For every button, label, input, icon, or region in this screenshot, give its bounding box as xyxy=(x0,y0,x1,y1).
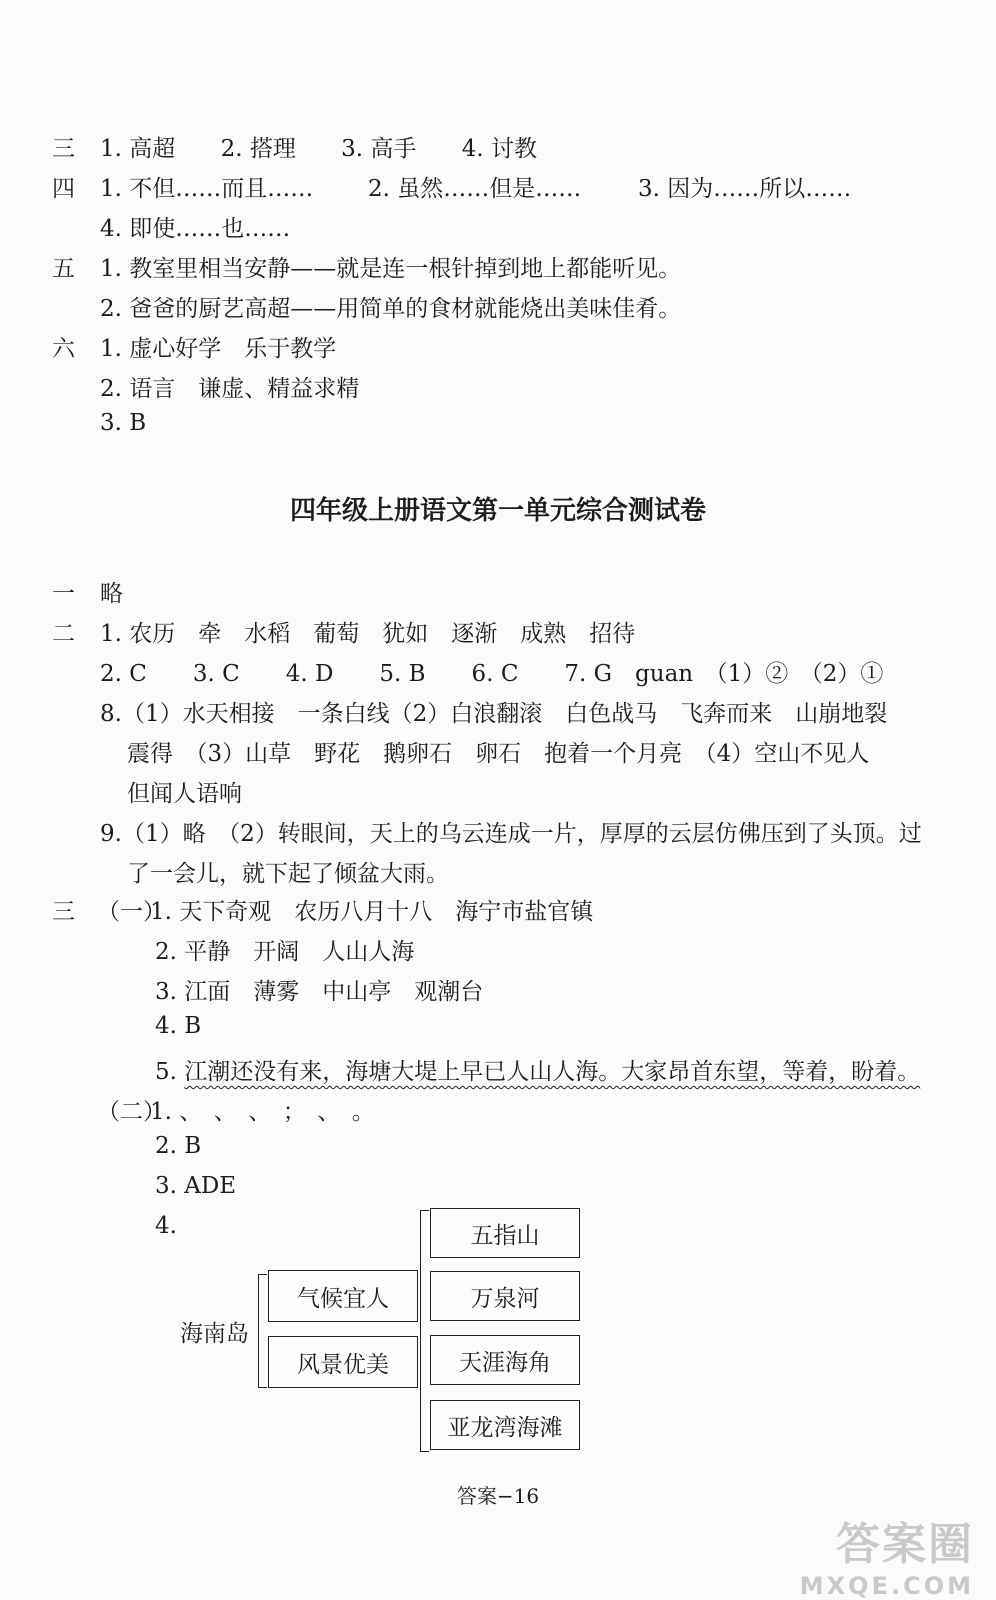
watermark-logo xyxy=(724,1514,974,1600)
p2-q8-line-3: 但闻人语响 xyxy=(127,781,242,807)
section-4-item-1: 1. 不但……而且…… xyxy=(100,176,314,202)
sub-1-q3: 3. 江面 薄雾 中山亭 观潮台 xyxy=(155,979,484,1005)
sub-1-q5-number: 5. xyxy=(155,1059,177,1085)
section-4-item-3: 3. 因为……所以…… xyxy=(638,176,852,202)
p2-section-2-line-1: 1. 农历 牵 水稻 葡萄 犹如 逐渐 成熟 招待 xyxy=(100,621,636,647)
answer-item: 4. 讨教 xyxy=(461,136,537,162)
section-4-item-4: 4. 即使……也…… xyxy=(100,216,291,242)
sub-1-q2: 2. 平静 开阔 人山人海 xyxy=(155,939,415,965)
p2-section-2-label: 二 xyxy=(52,621,75,647)
p2-section-1-text: 略 xyxy=(100,581,123,607)
p2-q9-line-1: 9.（1）略 （2）转眼间，天上的乌云连成一片，厚厚的云层仿佛压到了头顶。过 xyxy=(100,821,922,847)
p2-section-3-label: 三 xyxy=(52,899,75,925)
sub-2-q3: 3. ADE xyxy=(155,1173,237,1199)
sub-2-q2: 2. B xyxy=(155,1133,202,1159)
sub-2-q4: 4. xyxy=(155,1213,177,1239)
sub-1-q5 xyxy=(155,1053,920,1086)
sub-1-q1: 1. 天下奇观 农历八月十八 海宁市盐官镇 xyxy=(150,899,594,925)
answer-item: 3. 高手 xyxy=(341,136,417,162)
section-6-line-1: 1. 虚心好学 乐于教学 xyxy=(100,336,337,362)
section-3-answers xyxy=(100,130,537,163)
page-footer: 答案−16 xyxy=(456,1484,540,1508)
diagram-leaf-box: 万泉河 xyxy=(430,1271,580,1321)
answer-item: 1. 高超 xyxy=(100,136,176,162)
p2-section-2-line-2: 2. C 3. C 4. D 5. B 6. C 7. G guan （1）② （2）① xyxy=(100,661,884,687)
section-6-line-2: 2. 语言 谦虚、精益求精 xyxy=(100,376,360,402)
sub-1-q5-underlined-text: 江潮还没有来，海塘大堤上早已人山人海。大家昂首东望，等着，盼着。 xyxy=(184,1059,921,1085)
answer-item: 2. 搭理 xyxy=(220,136,296,162)
diagram-leaf-box: 天涯海角 xyxy=(430,1335,580,1385)
diagram-root: 海南岛 xyxy=(180,1321,249,1347)
p2-section-1-label: 一 xyxy=(52,581,75,607)
diagram-root-bracket xyxy=(258,1274,267,1388)
watermark-url: MXQE.COM xyxy=(799,1572,974,1600)
section-5-line-1: 1. 教室里相当安静——就是连一根针掉到地上都能听见。 xyxy=(100,256,682,282)
section-5-label: 五 xyxy=(52,256,75,282)
diagram-leaf-bracket xyxy=(420,1210,429,1452)
p2-q9-line-2: 了一会儿，就下起了倾盆大雨。 xyxy=(127,861,449,887)
section-3-label: 三 xyxy=(52,136,75,162)
section-4-label: 四 xyxy=(52,176,75,202)
p2-q8-line-1: 8.（1）水天相接 一条白线（2）白浪翻滚 白色战马 飞奔而来 山崩地裂 xyxy=(100,701,888,727)
diagram-leaf-box: 五指山 xyxy=(430,1208,580,1258)
diagram-mid-box: 风景优美 xyxy=(268,1336,418,1388)
section-4-item-2: 2. 虽然……但是…… xyxy=(368,176,582,202)
sub-1-q4: 4. B xyxy=(155,1013,202,1039)
section-5-line-2: 2. 爸爸的厨艺高超——用简单的食材就能烧出美味佳肴。 xyxy=(100,296,682,322)
sub-2-q1: 1. 、 、 、 ； 、 。 xyxy=(150,1099,375,1125)
watermark-text: 答案圈 xyxy=(836,1519,974,1570)
diagram-mid-box: 气候宜人 xyxy=(268,1270,418,1322)
section-6-line-3: 3. B xyxy=(100,410,147,436)
section-6-label: 六 xyxy=(52,336,75,362)
test-title: 四年级上册语文第一单元综合测试卷 xyxy=(289,496,706,526)
sub-2-label: （二） xyxy=(97,1099,166,1125)
p2-q8-line-2: 震得 （3）山草 野花 鹅卵石 卵石 抱着一个月亮 （4）空山不见人 xyxy=(127,741,870,767)
sub-1-label: （一） xyxy=(97,899,166,925)
diagram-leaf-box: 亚龙湾海滩 xyxy=(430,1400,580,1450)
